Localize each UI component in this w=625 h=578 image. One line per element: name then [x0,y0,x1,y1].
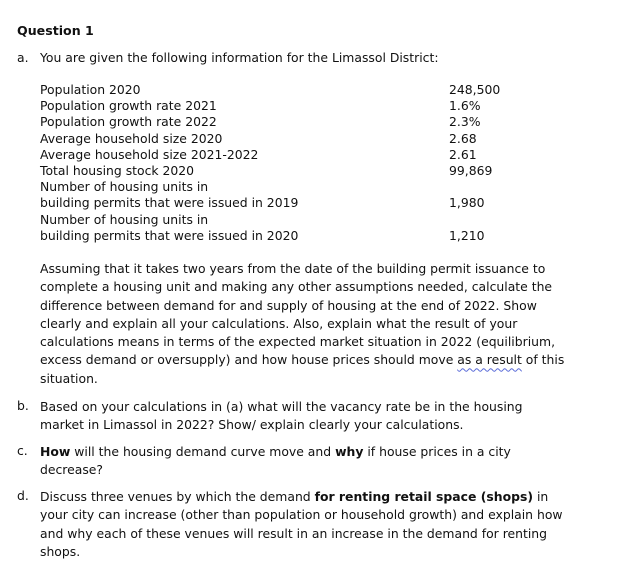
info-row [40,114,539,130]
info-row [40,163,539,179]
part-a-intro: You are given the following information for the Limassol District: [40,50,439,65]
part-c-label: c. [17,443,28,458]
part-d-text: Discuss three venues by which the demand for renting retail space (shops) in your city can increase (other than population or household growth) and explain how and why each of these venues will result in an increase in the demand for renting shops. [40,489,563,559]
part-b-text: Based on your calculations in (a) what will the vacancy rate be in the housing market in Limassol in 2022? Show/ explain clearly your calculations. [40,399,523,433]
info-row-value: 99,869 [449,163,493,179]
info-row [40,228,539,244]
info-row [40,212,539,228]
info-row-value: 2.68 [449,130,477,146]
info-row [40,195,539,211]
info-row-label: Population growth rate 2022 [40,114,217,130]
info-row-value [449,212,539,228]
info-row-label: Population 2020 [40,82,141,97]
info-row [40,147,539,163]
part-a-line: excess demand or oversupply) and how house prices should move as a result of this [40,352,565,368]
info-row-label: Number of housing units in [40,211,209,227]
part-a-line: situation. [40,370,98,386]
info-table [40,82,539,244]
info-row-value: 1,980 [449,195,485,211]
part-a-paragraph [40,260,615,388]
question-title: Question 1 [17,23,94,38]
info-row-value [449,179,539,195]
info-row-value: 248,500 [449,82,501,97]
info-row [40,82,539,98]
info-row-value: 2.61 [449,146,477,162]
info-row-label: Average household size 2021-2022 [40,146,259,162]
part-a-line: calculations means in terms of the expected market situation in 2022 (equilibrium, [40,334,556,350]
info-row-value: 2.3% [449,114,481,130]
part-a-label: a. [17,50,29,65]
part-d-label: d. [17,488,29,503]
info-row-value: 1,210 [449,227,485,243]
info-row-label: building permits that were issued in 2020 [40,227,299,243]
part-a-line: clearly and explain all your calculations. Also, explain what the result of your [40,315,518,331]
part-c-text: How will the housing demand curve move and why if house prices in a city decrease? [40,444,511,478]
info-row-value: 1.6% [449,98,481,114]
info-row-label: Number of housing units in [40,179,209,195]
info-row-label: building permits that were issued in 2019 [40,195,299,211]
spellcheck-underline: as a result [457,352,522,368]
info-row [40,179,539,195]
part-a-line: difference between demand for and supply of housing at the end of 2022. Show [40,297,537,313]
info-row [40,98,539,114]
info-row-label: Population growth rate 2021 [40,98,217,114]
part-a-line: complete a housing unit and making any other assumptions needed, calculate the [40,279,553,295]
info-row-label: Average household size 2020 [40,130,223,146]
info-row [40,131,539,147]
part-a-line: Assuming that it takes two years from the date of the building permit issuance to [40,261,546,276]
info-row-label: Total housing stock 2020 [40,163,195,179]
part-b-label: b. [17,398,29,413]
